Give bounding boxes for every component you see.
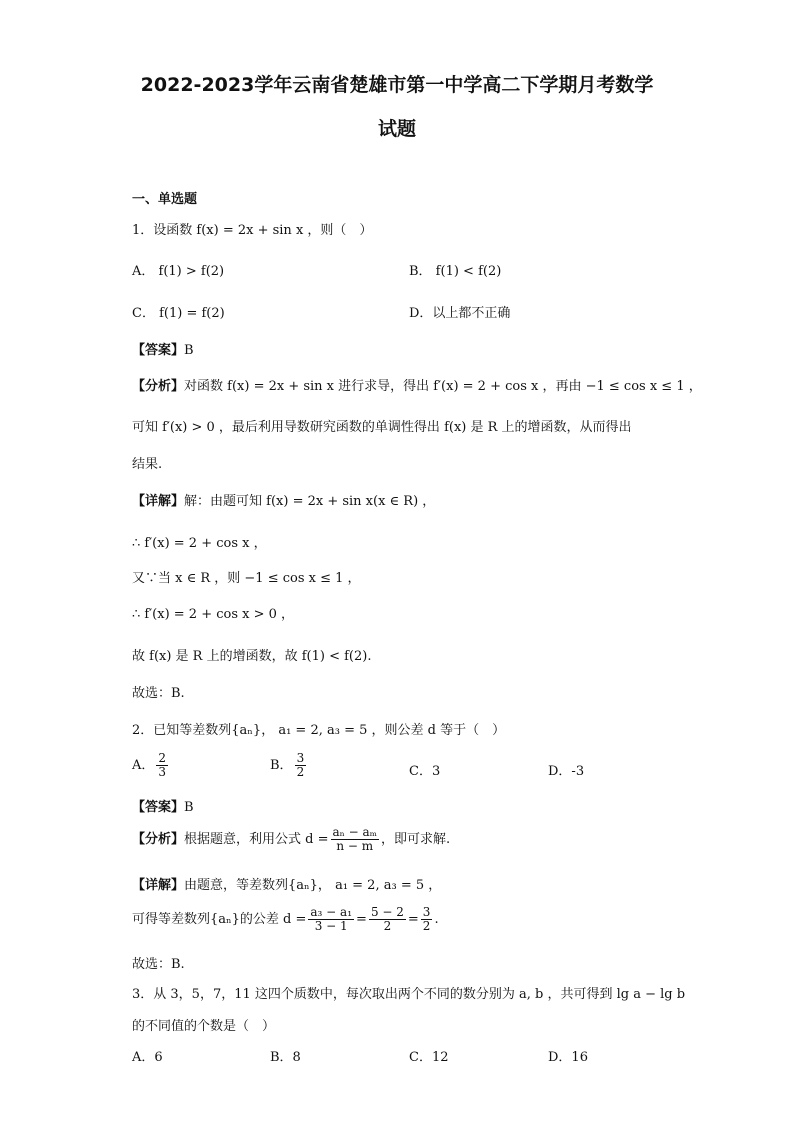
section-heading: 一、单选题 — [132, 192, 198, 207]
q2-option-a — [132, 752, 170, 779]
q2-detail-line2 — [132, 906, 439, 933]
q1-stem: 1．设函数 f(x) = 2x + sin x ，则（ ） — [132, 223, 373, 238]
detail-label: 【详解】 — [132, 878, 185, 893]
q3-stem-line1: 3．从 3，5，7，11 这四个质数中，每次取出两个不同的数分别为 a, b ，共可得到 lg a − lg b — [132, 987, 686, 1002]
fraction-numerator: a₃ − a₁ — [310, 905, 353, 919]
q1-option-c: C． f(1) = f(2) — [132, 306, 225, 321]
q1-analysis-line1 — [132, 375, 702, 394]
detail-fraction-3 — [421, 906, 433, 933]
answer-value: B — [184, 343, 194, 358]
option-b-fraction — [295, 752, 307, 779]
equals-sign: = — [356, 912, 367, 928]
q2-option-c: C．3 — [409, 764, 441, 779]
detail-fraction-2 — [369, 906, 406, 933]
q2-answer — [132, 796, 194, 815]
q1-detail-line4: ∴ f′(x) = 2 + cos x > 0 ， — [132, 607, 295, 622]
equals-sign: = — [407, 912, 419, 928]
q2-stem: 2．已知等差数列{aₙ}， a₁ = 2, a₃ = 5 ，则公差 d 等于（ ） — [132, 723, 506, 738]
detail-label: 【详解】 — [132, 494, 185, 509]
q1-analysis-line2: 可知 f′(x) > 0 ，最后利用导数研究函数的单调性得出 f(x) 是 R 上的增函数，从而得出 — [132, 420, 632, 435]
q2-option-b — [270, 752, 308, 779]
q1-detail-line2: ∴ f′(x) = 2 + cos x ， — [132, 536, 267, 551]
q2-detail-line1 — [132, 874, 441, 893]
q1-answer — [132, 339, 194, 358]
q1-option-a: A． f(1) > f(2) — [132, 264, 225, 279]
q3-option-b: B．8 — [270, 1050, 301, 1065]
fraction-denominator: 3 − 1 — [314, 919, 348, 934]
q3-option-c: C．12 — [409, 1050, 449, 1065]
analysis-label: 【分析】 — [132, 379, 185, 394]
fraction-numerator: 5 − 2 — [370, 905, 404, 919]
document-title-line1: 2022-2023学年云南省楚雄市第一中学高二下学期月考数学 — [140, 74, 654, 96]
analysis-label: 【分析】 — [132, 832, 185, 848]
q1-analysis-line3: 结果. — [132, 457, 163, 472]
fraction-numerator: aₙ − aₘ — [332, 825, 378, 839]
q3-option-d: D．16 — [548, 1050, 588, 1065]
q2-analysis — [132, 826, 450, 853]
q3-option-a: A．6 — [132, 1050, 163, 1065]
option-a-prefix: A． — [132, 758, 155, 774]
q1-detail-line5: 故 f(x) 是 R 上的增函数，故 f(1) < f(2). — [132, 649, 372, 664]
detail-text: 由题意，等差数列{aₙ}， a₁ = 2, a₃ = 5 ， — [184, 878, 442, 893]
period: . — [434, 912, 439, 928]
fraction-denominator: 2 — [422, 919, 431, 934]
fraction-denominator: 2 — [296, 765, 305, 780]
detail-text-pre: 可得等差数列{aₙ}的公差 d = — [132, 912, 307, 928]
fraction-numerator: 3 — [296, 751, 305, 765]
analysis-fraction — [331, 826, 380, 853]
q1-choose: 故选：B. — [132, 686, 185, 701]
fraction-denominator: n − m — [336, 839, 374, 854]
q3-stem-line2: 的不同值的个数是（ ） — [132, 1019, 276, 1034]
answer-label: 【答案】 — [132, 343, 185, 358]
detail-text: 解：由题可知 f(x) = 2x + sin x(x ∈ R) ， — [184, 494, 436, 509]
q2-choose: 故选：B. — [132, 957, 185, 972]
answer-label: 【答案】 — [132, 800, 185, 815]
analysis-text-pre: 根据题意，利用公式 d = — [184, 832, 329, 848]
q2-option-d: D．-3 — [548, 764, 585, 779]
q1-detail-line3: 又∵当 x ∈ R ，则 −1 ≤ cos x ≤ 1 ， — [132, 571, 361, 586]
q1-detail-line1 — [132, 490, 435, 509]
analysis-text-post: ，即可求解. — [381, 832, 451, 848]
analysis-text: 对函数 f(x) = 2x + sin x 进行求导，得出 f′(x) = 2 + cos x ，再由 −1 ≤ cos x ≤ 1 ， — [184, 379, 702, 394]
detail-fraction-1 — [308, 906, 354, 933]
fraction-numerator: 3 — [422, 905, 431, 919]
q1-option-b: B． f(1) < f(2) — [409, 264, 502, 279]
answer-value: B — [184, 800, 194, 815]
document-title-line2: 试题 — [377, 118, 416, 140]
q1-option-d: D．以上都不正确 — [409, 306, 511, 321]
fraction-numerator: 2 — [158, 751, 167, 765]
fraction-denominator: 2 — [383, 919, 392, 934]
option-b-prefix: B． — [270, 758, 293, 774]
fraction-denominator: 3 — [158, 765, 167, 780]
option-a-fraction — [156, 752, 168, 779]
